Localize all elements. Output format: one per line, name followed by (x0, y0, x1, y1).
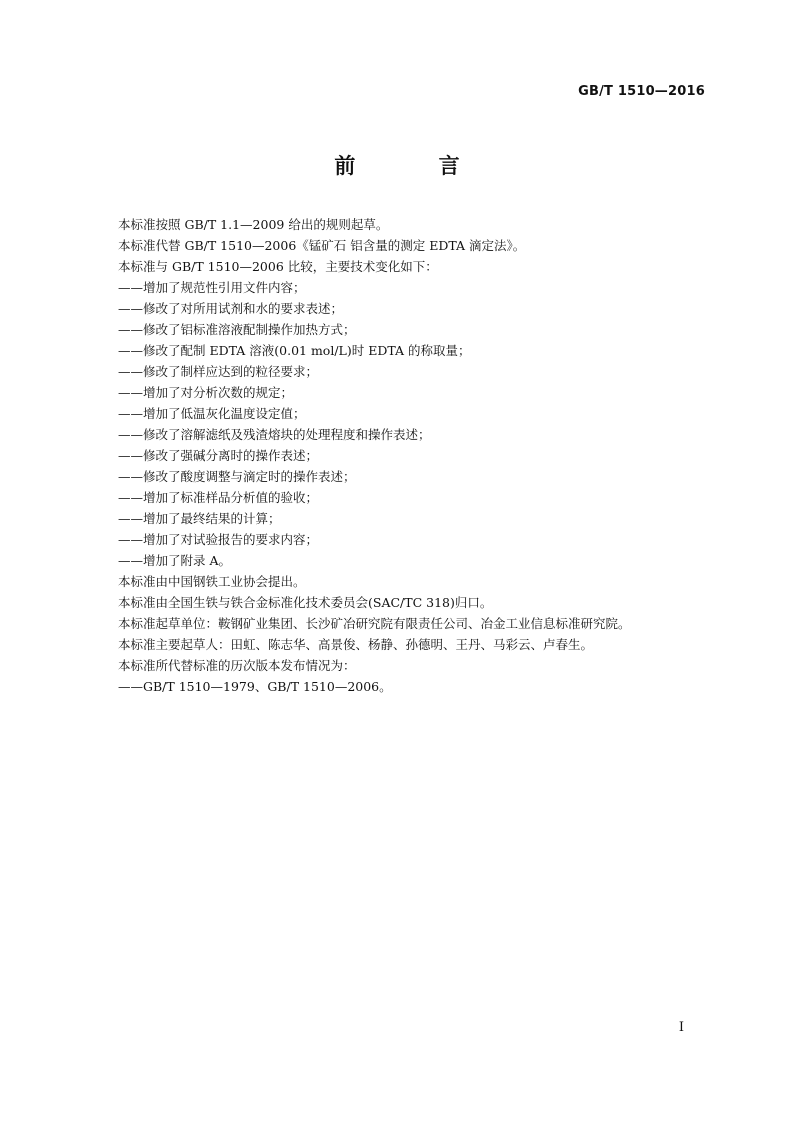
paragraph: 本标准按照 GB/T 1.1—2009 给出的规则起草。 (118, 217, 389, 232)
list-item: ——增加了低温灰化温度设定值； (118, 406, 306, 421)
list-item: ——修改了溶解滤纸及残渣熔块的处理程度和操作表述； (118, 427, 431, 442)
paragraph: 本标准由中国钢铁工业协会提出。 (118, 574, 306, 589)
list-item: ——增加了最终结果的计算； (118, 511, 281, 526)
paragraph: 本标准与 GB/T 1510—2006 比较，主要技术变化如下： (118, 259, 438, 274)
list-item: ——修改了制样应达到的粒径要求； (118, 364, 319, 379)
list-item: ——增加了附录 A。 (118, 553, 232, 568)
list-item: ——修改了铝标准溶液配制操作加热方式； (118, 322, 356, 337)
standard-code: GB/T 1510—2016 (578, 84, 705, 99)
list-item: ——修改了对所用试剂和水的要求表述； (118, 301, 344, 316)
foreword-body (118, 214, 718, 697)
list-item: ——增加了标准样品分析值的验收； (118, 490, 319, 505)
list-item: ——增加了对分析次数的规定； (118, 385, 294, 400)
list-item: ——修改了酸度调整与滴定时的操作表述； (118, 469, 356, 484)
list-item: ——GB/T 1510—1979、GB/T 1510—2006。 (118, 679, 392, 694)
paragraph: 本标准主要起草人：田虹、陈志华、高景俊、杨静、孙德明、王丹、马彩云、卢春生。 (118, 637, 594, 652)
page-number: I (678, 1020, 684, 1035)
paragraph: 本标准代替 GB/T 1510—2006《锰矿石 铝含量的测定 EDTA 滴定法》。 (118, 238, 526, 253)
list-item: ——增加了对试验报告的要求内容； (118, 532, 319, 547)
paragraph: 本标准起草单位：鞍钢矿业集团、长沙矿冶研究院有限责任公司、冶金工业信息标准研究院。 (118, 616, 631, 631)
list-item: ——修改了配制 EDTA 溶液(0.01 mol/L)时 EDTA 的称取量； (118, 343, 471, 358)
paragraph: 本标准由全国生铁与铁合金标准化技术委员会(SAC/TC 318)归口。 (118, 595, 493, 610)
paragraph: 本标准所代替标准的历次版本发布情况为： (118, 658, 356, 673)
list-item: ——修改了强碱分离时的操作表述； (118, 448, 319, 463)
list-item: ——增加了规范性引用文件内容； (118, 280, 306, 295)
page-title: 前 言 (334, 154, 498, 178)
